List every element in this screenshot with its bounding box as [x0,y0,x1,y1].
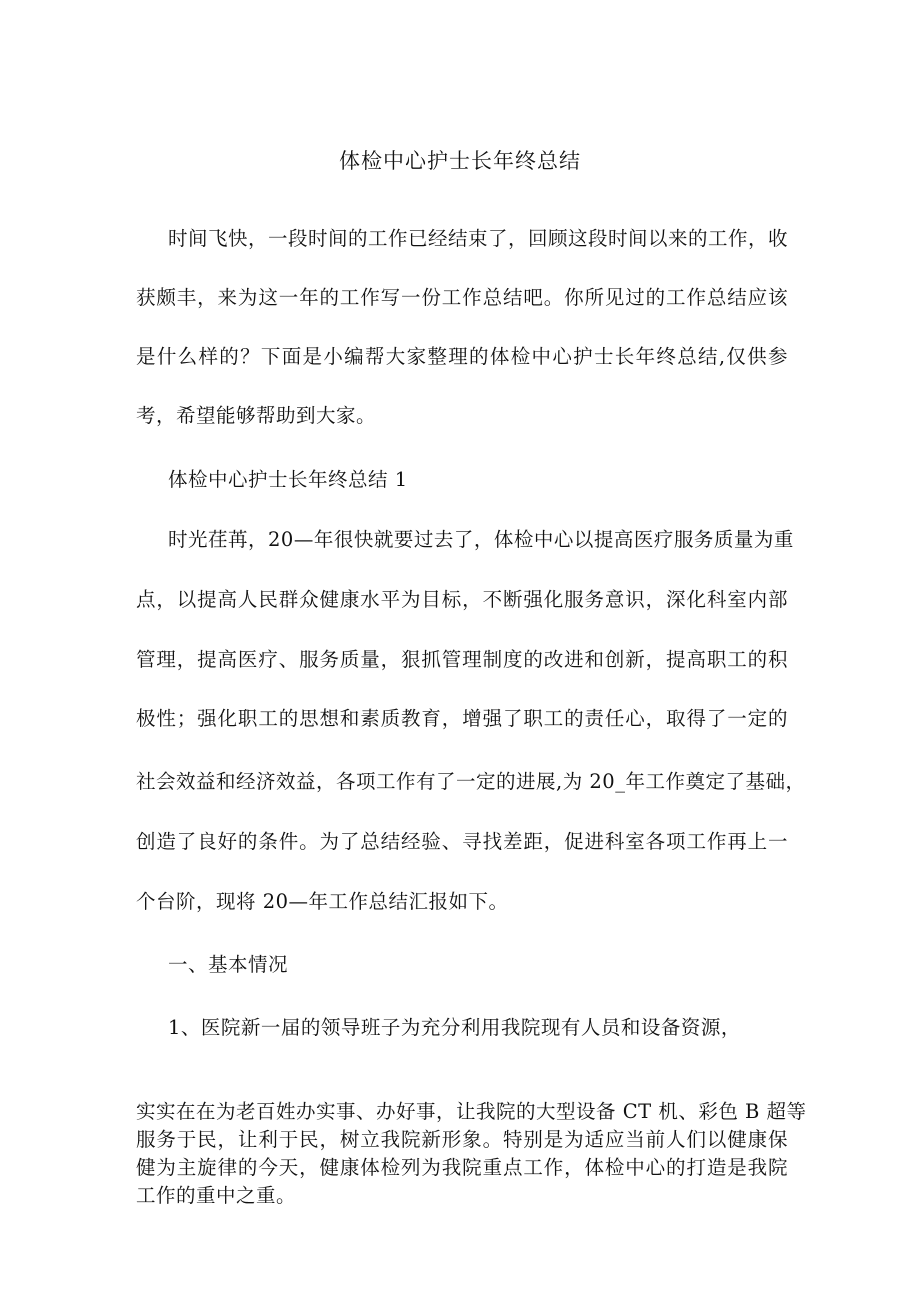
dense-line-2: 服务于民，让利于民，树立我院新形象。特别是为适应当前人们以健康保 [136,1128,788,1151]
dense-line-3: 健为主旋律的今天，健康体检列为我院重点工作，体检中心的打造是我院 [136,1156,788,1179]
dense-line-1: 实实在在为老百姓办实事、办好事，让我院的大型设备 CT 机、彩色 B 超等 [136,1100,807,1123]
body-line-6: 创造了良好的条件。为了总结经验、寻找差距，促进科室各项工作再上一 [136,830,788,853]
intro-line-4: 考，希望能够帮助到大家。 [136,404,377,427]
body-line-1: 时光荏苒，20—年很快就要过去了，体检中心以提高医疗服务质量为重 [168,528,794,551]
section-heading: 体检中心护士长年终总结 1 [168,468,408,491]
body-line-4: 极性；强化职工的思想和素质教育，增强了职工的责任心，取得了一定的 [136,707,788,730]
body-line-2: 点，以提高人民群众健康水平为目标，不断强化服务意识，深化科室内部 [136,588,788,611]
intro-line-3: 是什么样的？下面是小编帮大家整理的体检中心护士长年终总结,仅供参 [136,345,788,368]
body-line-7: 个台阶，现将 20—年工作总结汇报如下。 [136,890,509,913]
body-line-3: 管理，提高医疗、服务质量，狠抓管理制度的改进和创新，提高职工的积 [136,648,788,671]
item-1-line: 1、医院新一届的领导班子为充分利用我院现有人员和设备资源， [168,1016,741,1039]
intro-line-2: 获颇丰，来为这一年的工作写一份工作总结吧。你所见过的工作总结应该 [136,286,788,309]
intro-line-1: 时间飞快，一段时间的工作已经结束了，回顾这段时间以来的工作，收 [168,227,789,250]
body-line-5: 社会效益和经济效益，各项工作有了一定的进展,为 20_年工作奠定了基础， [136,770,806,793]
subheading-basic-situation: 一、基本情况 [168,953,289,976]
document-title: 体检中心护士长年终总结 [339,149,581,173]
dense-line-4: 工作的重中之重。 [136,1184,297,1207]
